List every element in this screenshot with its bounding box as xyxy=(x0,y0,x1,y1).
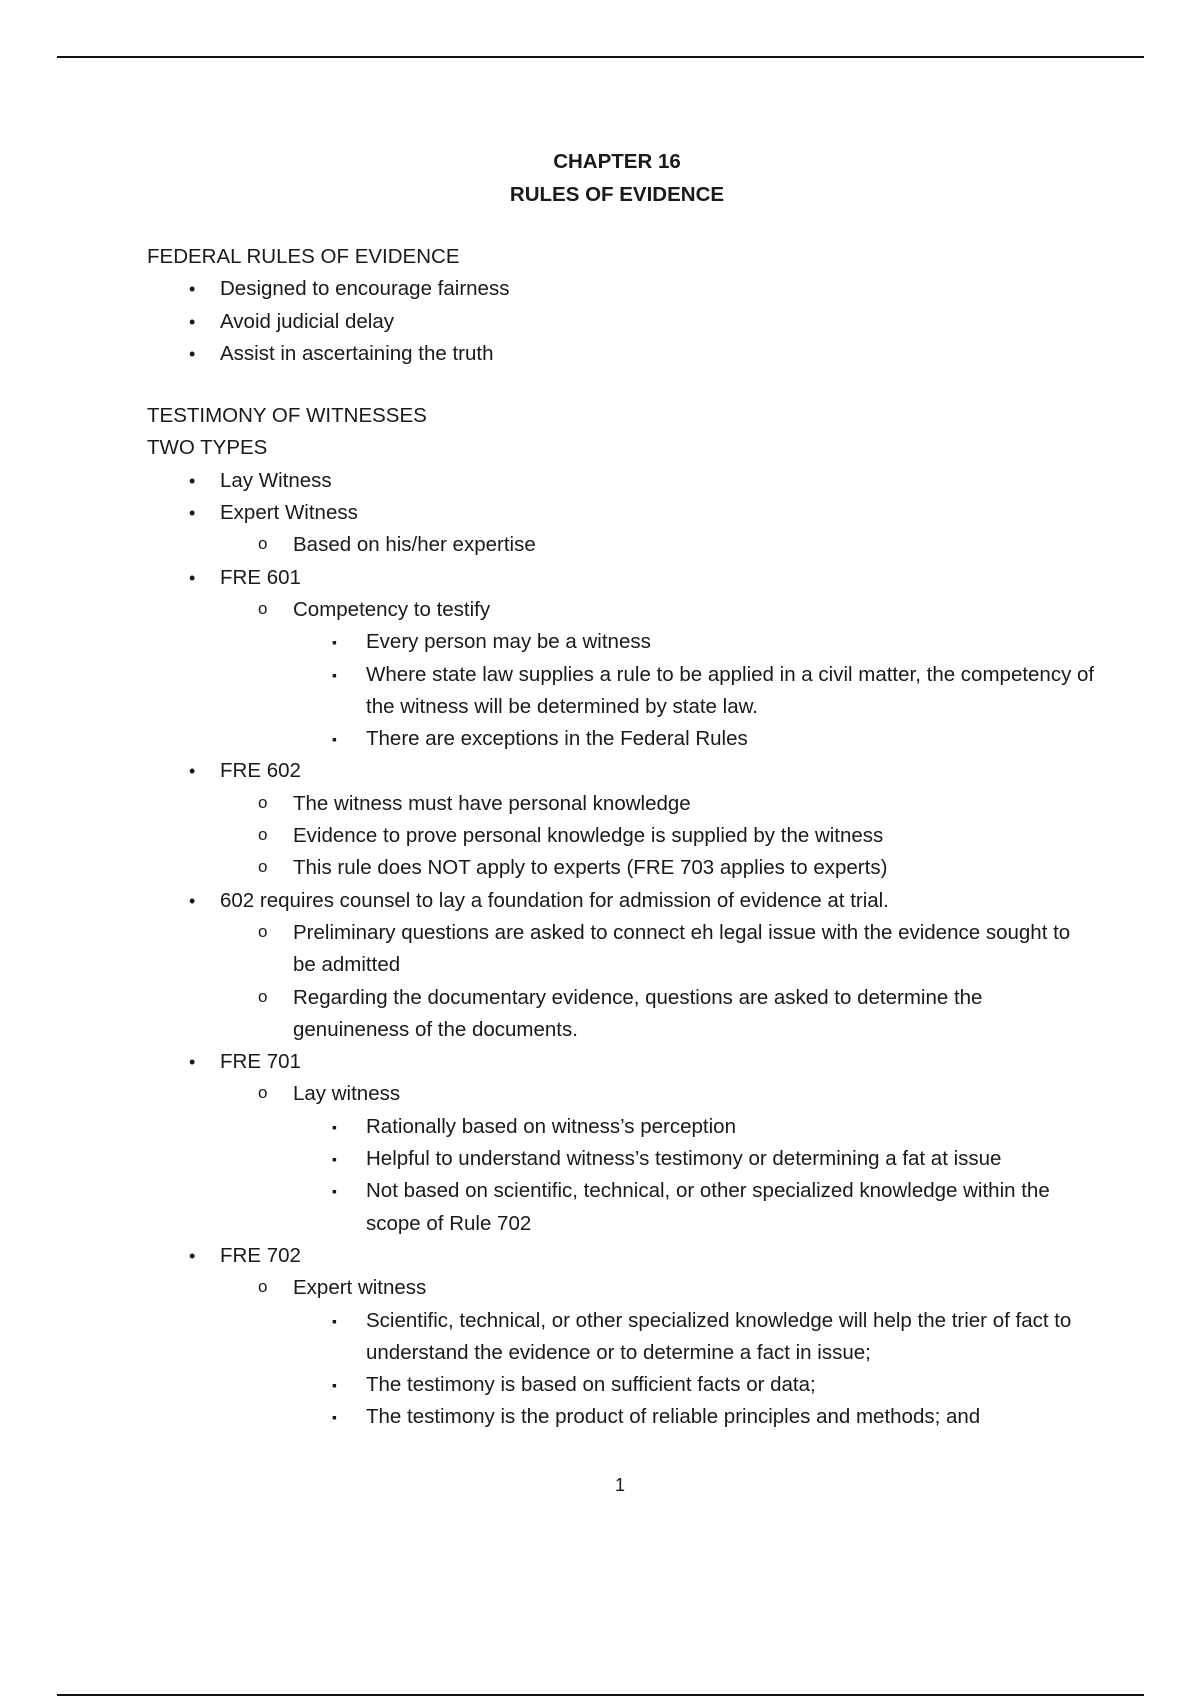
circle-bullet-icon: o xyxy=(258,534,268,554)
list-item-text: Every person may be a witness xyxy=(366,630,651,654)
list-item-level-2 xyxy=(220,594,1097,755)
bullet-icon: • xyxy=(189,890,196,911)
list-item-text: Preliminary questions are asked to connect eh legal issue with the evidence sought to be admitted xyxy=(293,920,1071,977)
testimony-list xyxy=(147,465,1097,1434)
list-item-level-3 xyxy=(293,723,1097,755)
list-item-text: Lay witness xyxy=(293,1082,401,1106)
list-item-text: Expert Witness xyxy=(220,501,358,525)
list-item-level-2 xyxy=(220,1272,1097,1433)
bullet-icon: • xyxy=(189,311,196,332)
square-bullet-icon: ▪ xyxy=(332,1118,337,1135)
list-item-level-3 xyxy=(293,1143,1097,1175)
list-item-level-2 xyxy=(220,788,1097,820)
square-bullet-icon: ▪ xyxy=(332,666,337,683)
list-item-text: Designed to encourage fairness xyxy=(220,277,510,301)
list-item-level-1 xyxy=(147,338,1097,370)
bullet-icon: • xyxy=(189,1052,196,1073)
list-item-level-1 xyxy=(147,497,1097,562)
testimony-subheading: TWO TYPES xyxy=(147,436,268,460)
list-item-text: Assist in ascertaining the truth xyxy=(220,341,494,365)
sub-list xyxy=(220,529,1097,561)
list-item-text: The testimony is the product of reliable principles and methods; and xyxy=(366,1405,981,1429)
sub-sub-list xyxy=(293,1111,1097,1240)
list-item-text: There are exceptions in the Federal Rules xyxy=(366,727,748,751)
list-item-level-1 xyxy=(147,465,1097,497)
list-item-level-2 xyxy=(220,852,1097,884)
fre-heading: FEDERAL RULES OF EVIDENCE xyxy=(147,245,460,268)
square-bullet-icon: ▪ xyxy=(332,1409,337,1426)
list-item-text: Regarding the documentary evidence, questions are asked to determine the genuineness of the documents. xyxy=(293,985,983,1041)
bullet-icon: • xyxy=(189,279,196,300)
sub-list xyxy=(220,917,1097,1046)
list-item-level-1 xyxy=(147,562,1097,756)
sub-list xyxy=(220,788,1097,885)
bullet-icon: • xyxy=(189,343,196,364)
list-item-level-2 xyxy=(220,1078,1097,1239)
list-item-text: Evidence to prove personal knowledge is supplied by the witness xyxy=(293,824,884,848)
list-item-text: Rationally based on witness’s perception xyxy=(366,1114,736,1138)
list-item-text: Helpful to understand witness’s testimony or determining a fat at issue xyxy=(366,1147,1002,1171)
square-bullet-icon: ▪ xyxy=(332,1377,337,1394)
list-item-text: This rule does NOT apply to experts (FRE 703 applies to experts) xyxy=(293,856,888,880)
circle-bullet-icon: o xyxy=(258,986,268,1006)
list-item-level-2 xyxy=(220,917,1097,982)
square-bullet-icon: ▪ xyxy=(332,1183,337,1200)
bullet-icon: • xyxy=(189,503,196,524)
testimony-heading: TESTIMONY OF WITNESSES xyxy=(147,404,427,428)
square-bullet-icon: ▪ xyxy=(332,634,337,651)
chapter-subtitle: RULES OF EVIDENCE xyxy=(509,182,725,206)
list-item-text: FRE 701 xyxy=(220,1050,301,1074)
circle-bullet-icon: o xyxy=(258,1277,268,1297)
circle-bullet-icon: o xyxy=(258,921,268,941)
list-item-level-1 xyxy=(147,885,1097,1046)
list-item-text: 602 requires counsel to lay a foundation for admission of evidence at trial. xyxy=(220,888,889,912)
list-item-text: FRE 602 xyxy=(220,759,301,783)
bullet-icon: • xyxy=(189,567,196,588)
list-item-text: Avoid judicial delay xyxy=(220,309,394,333)
list-item-text: FRE 702 xyxy=(220,1243,301,1267)
list-item-level-2 xyxy=(220,529,1097,561)
chapter-title: CHAPTER 16 xyxy=(553,150,681,173)
sub-list xyxy=(220,1078,1097,1239)
list-item-level-3 xyxy=(293,659,1097,724)
list-item-level-1 xyxy=(147,1046,1097,1240)
list-item-level-3 xyxy=(293,1401,1097,1433)
list-item-text: Not based on scientific, technical, or other specialized knowledge within the scope of Rule 702 xyxy=(366,1179,1050,1235)
square-bullet-icon: ▪ xyxy=(332,1151,337,1168)
list-item-level-3 xyxy=(293,1111,1097,1143)
list-item-text: Based on his/her expertise xyxy=(293,533,536,557)
sub-sub-list xyxy=(293,626,1097,755)
list-item-level-3 xyxy=(293,1175,1097,1240)
list-item-level-3 xyxy=(293,1369,1097,1401)
list-item-level-1 xyxy=(147,1240,1097,1434)
page-content xyxy=(147,146,1097,1434)
bullet-icon: • xyxy=(189,761,196,782)
list-item-level-2 xyxy=(220,982,1097,1047)
circle-bullet-icon: o xyxy=(258,857,268,877)
circle-bullet-icon: o xyxy=(258,825,268,845)
bullet-icon: • xyxy=(189,470,196,491)
list-item-text: The testimony is based on sufficient facts or data; xyxy=(366,1373,816,1397)
footer-rule xyxy=(57,1694,1144,1696)
circle-bullet-icon: o xyxy=(258,598,268,618)
list-item-level-2 xyxy=(220,820,1097,852)
list-item-level-1 xyxy=(147,755,1097,884)
fre-list xyxy=(147,273,1097,370)
list-item-level-3 xyxy=(293,1305,1097,1370)
list-item-text: Where state law supplies a rule to be applied in a civil matter, the competency of the witness will be determined by state law. xyxy=(366,662,1095,718)
list-item-text: FRE 601 xyxy=(220,565,301,589)
sub-list xyxy=(220,594,1097,755)
list-item-text: Expert witness xyxy=(293,1276,427,1300)
circle-bullet-icon: o xyxy=(258,1083,268,1103)
list-item-level-1 xyxy=(147,306,1097,338)
list-item-level-1 xyxy=(147,273,1097,305)
square-bullet-icon: ▪ xyxy=(332,1312,337,1329)
bullet-icon: • xyxy=(189,1245,196,1266)
list-item-level-3 xyxy=(293,626,1097,658)
title-block xyxy=(137,146,1097,211)
circle-bullet-icon: o xyxy=(258,792,268,812)
list-item-text: Competency to testify xyxy=(293,597,491,621)
list-item-text: Scientific, technical, or other specialized knowledge will help the trier of fact to understand the evidence or to determine a fact in issue; xyxy=(366,1308,1072,1364)
square-bullet-icon: ▪ xyxy=(332,731,337,748)
list-item-text: Lay Witness xyxy=(220,468,332,492)
sub-sub-list xyxy=(293,1305,1097,1434)
sub-list xyxy=(220,1272,1097,1433)
header-rule xyxy=(57,56,1144,58)
page-number: 1 xyxy=(614,1475,625,1495)
list-item-text: The witness must have personal knowledge xyxy=(293,791,691,815)
